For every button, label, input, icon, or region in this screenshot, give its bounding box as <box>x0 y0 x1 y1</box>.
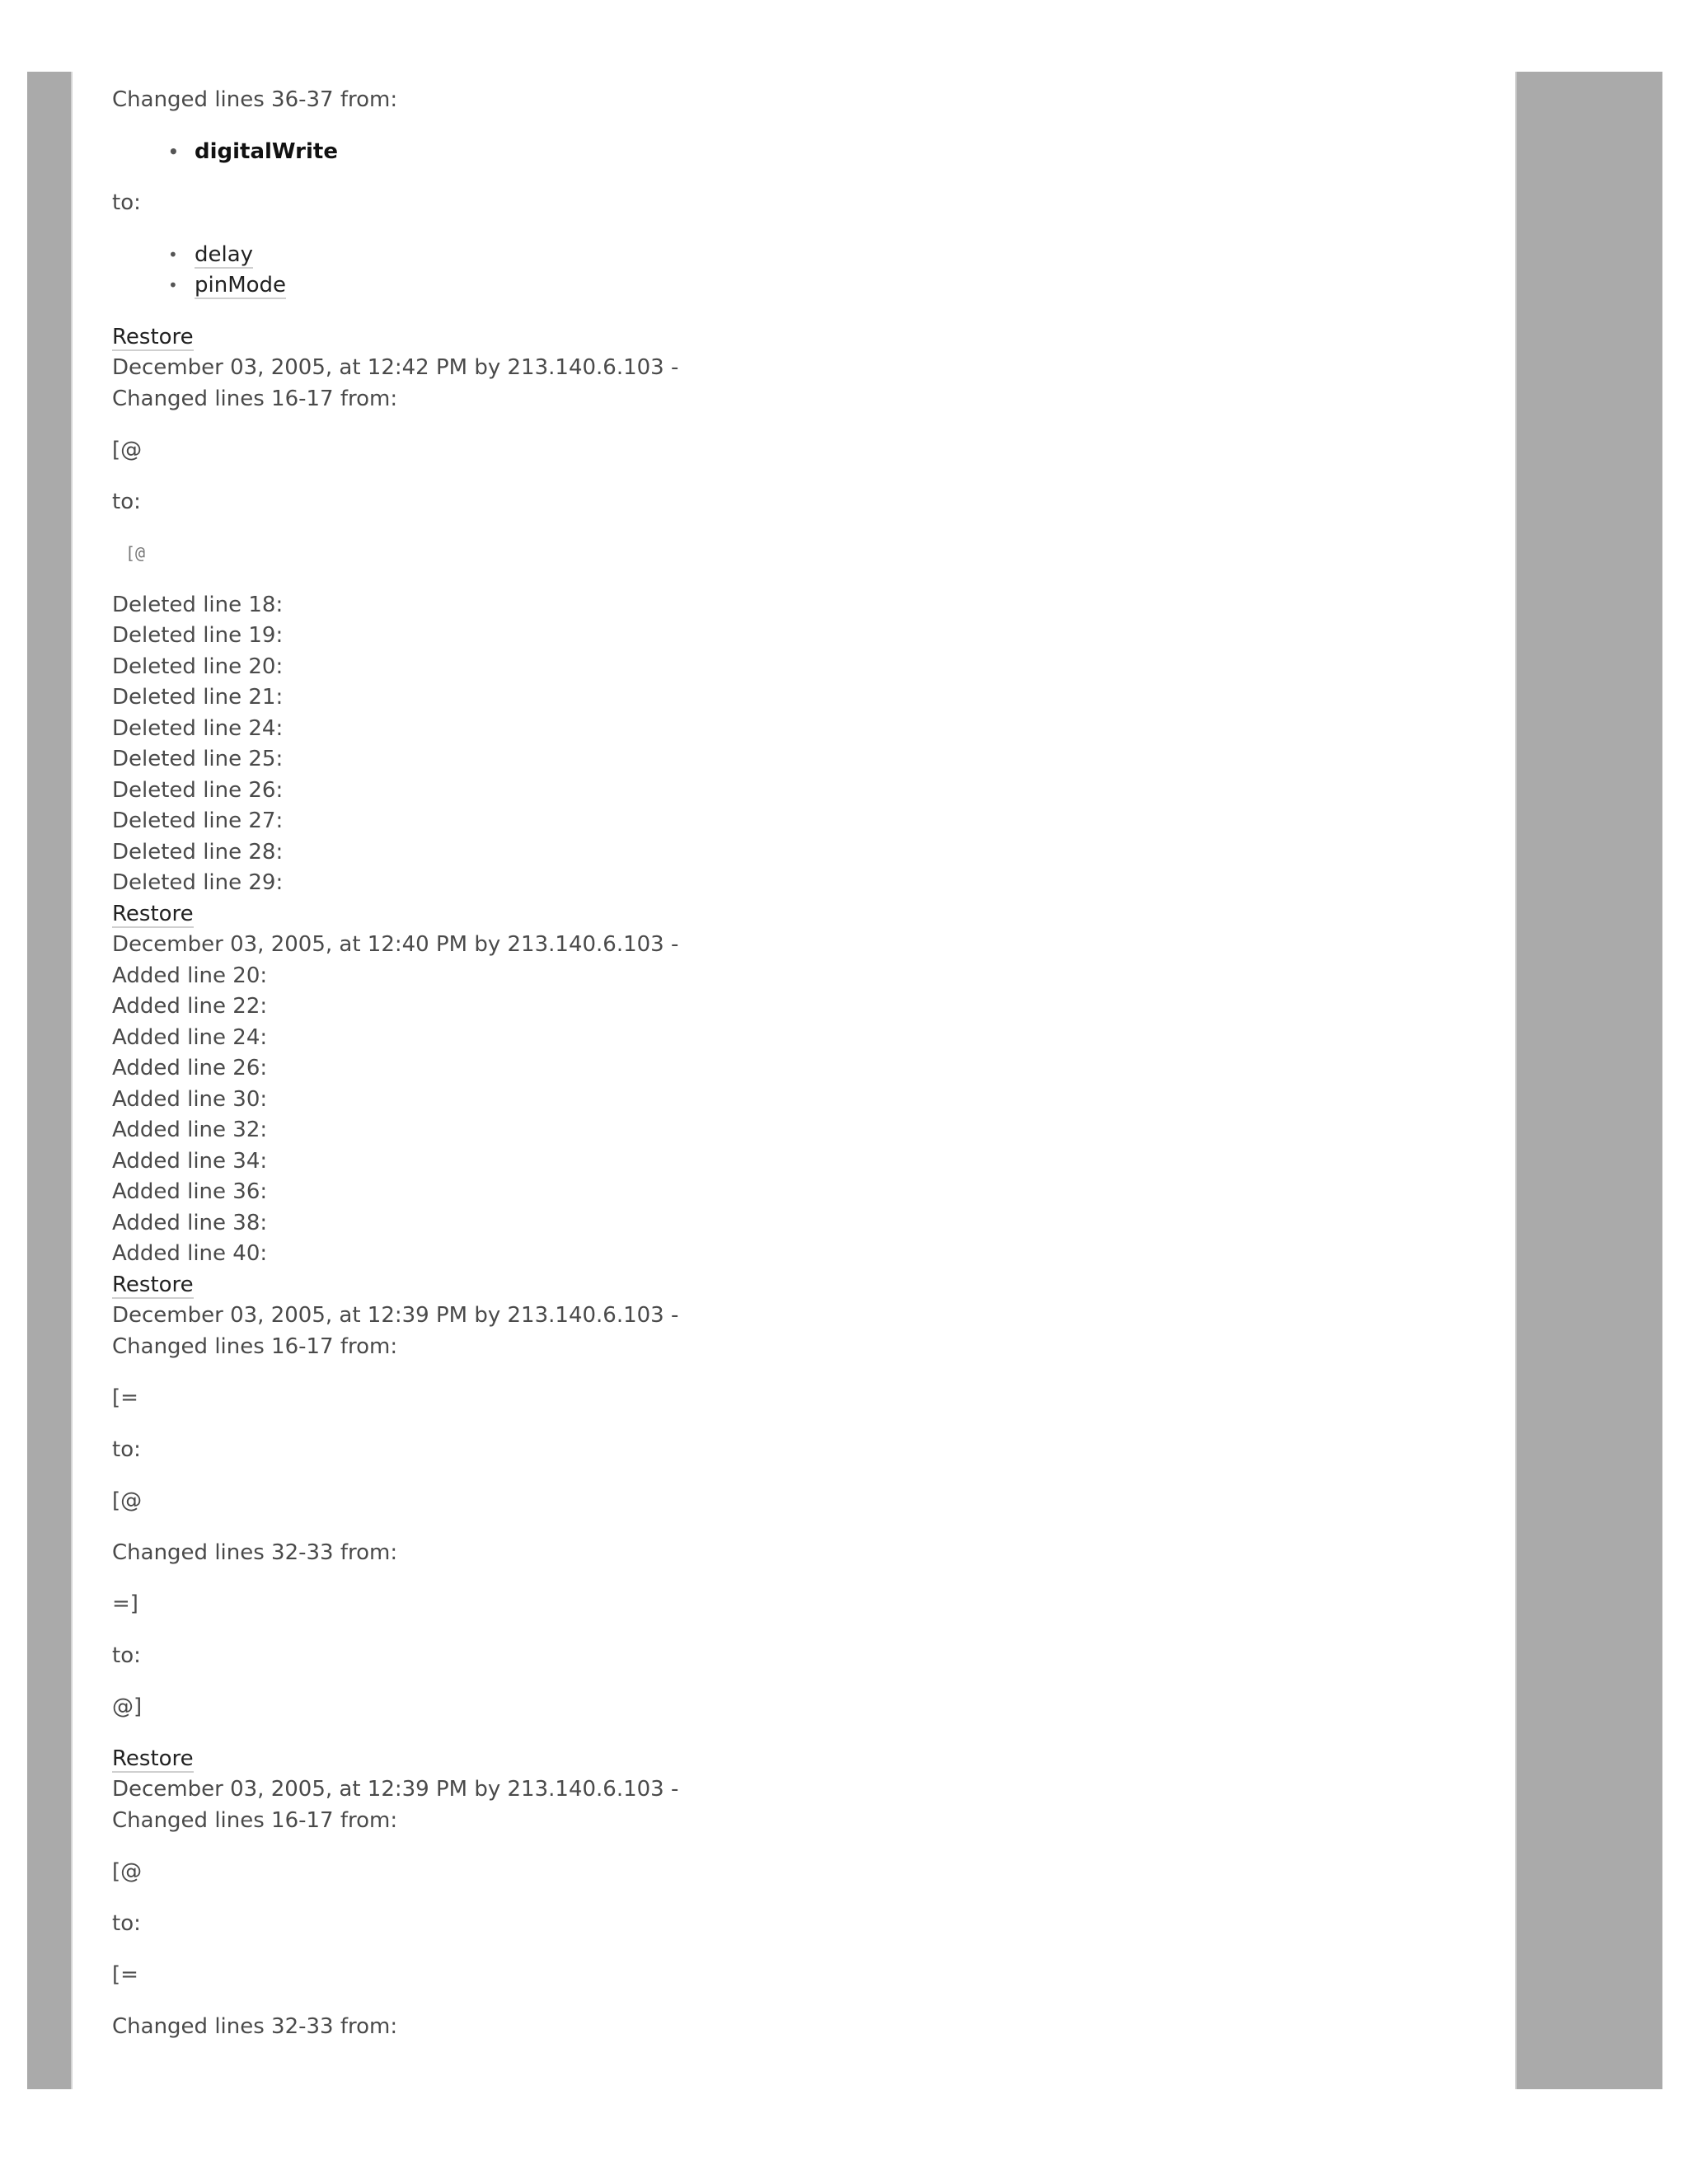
diff-from-code: =] <box>112 1591 138 1616</box>
restore-link[interactable]: Restore <box>112 1746 194 1771</box>
diff-line: Added line 22: <box>112 994 268 1019</box>
revision-header: December 03, 2005, at 12:42 PM by 213.140.6.103 - <box>112 355 679 380</box>
diff-to-label: to: <box>112 489 141 514</box>
diff-to-label: to: <box>112 1910 141 1936</box>
restore-link-wrap <box>112 322 1472 354</box>
restore-link-wrap <box>112 899 1472 930</box>
diff-from-code: [@ <box>112 1859 143 1884</box>
diff-line: Added line 26: <box>112 1056 268 1080</box>
diff-line: Deleted line 29: <box>112 870 284 895</box>
list-item: • digitalWrite <box>195 137 1472 168</box>
diff-description: Changed lines 32-33 from: <box>112 2013 398 2039</box>
diff-line: Added line 38: <box>112 1210 268 1235</box>
diff-description: Changed lines 16-17 from: <box>112 386 398 411</box>
page-history-content <box>112 85 1472 2042</box>
diff-line: Added line 36: <box>112 1179 268 1204</box>
diff-to-code: @] <box>112 1694 143 1719</box>
diff-line: Added line 32: <box>112 1118 268 1142</box>
diff-to-code: [= <box>112 1962 138 1987</box>
revision-header: December 03, 2005, at 12:39 PM by 213.140.6.103 - <box>112 1777 679 1802</box>
diff-to-code: [@ <box>125 543 146 563</box>
diff-line: Deleted line 21: <box>112 685 284 710</box>
diff-description: Changed lines 32-33 from: <box>112 1540 398 1565</box>
restore-link-wrap <box>112 1270 1472 1301</box>
diff-to-code: [@ <box>112 1488 143 1513</box>
restore-link[interactable]: Restore <box>112 901 194 926</box>
diff-line: Added line 30: <box>112 1086 268 1112</box>
added-lines <box>112 961 1472 1270</box>
diff-from-code: [@ <box>112 438 143 462</box>
diff-line: Deleted line 27: <box>112 808 284 833</box>
diff-description: Changed lines 36-37 from: <box>112 87 398 112</box>
delay-link[interactable]: delay <box>195 241 254 267</box>
diff-line: Deleted line 24: <box>112 715 284 741</box>
list-item <box>195 270 1472 302</box>
diff-line: Deleted line 19: <box>112 623 284 648</box>
revision-header: December 03, 2005, at 12:39 PM by 213.140.6.103 - <box>112 1303 679 1328</box>
restore-link[interactable]: Restore <box>112 1272 194 1297</box>
diff-line: Deleted line 20: <box>112 654 284 679</box>
diff-line: Added line 20: <box>112 963 268 988</box>
diff-line: Deleted line 26: <box>112 777 284 803</box>
diff-to-list <box>112 240 1472 302</box>
diff-description: Changed lines 16-17 from: <box>112 1333 398 1359</box>
diff-description: Changed lines 16-17 from: <box>112 1807 398 1833</box>
diff-line: Added line 24: <box>112 1024 268 1050</box>
diff-to-label: to: <box>112 190 141 215</box>
right-sidebar-bar <box>1515 72 1662 2089</box>
diff-to-label: to: <box>112 1643 141 1668</box>
diff-line: Deleted line 25: <box>112 747 284 771</box>
list-item <box>195 240 1472 271</box>
diff-line: Deleted line 18: <box>112 592 284 617</box>
restore-link[interactable]: Restore <box>112 324 194 349</box>
diff-from-list <box>112 137 1472 168</box>
deleted-lines <box>112 590 1472 899</box>
pinmode-link[interactable]: pinMode <box>195 273 287 298</box>
diff-from-code: [= <box>112 1385 138 1410</box>
diff-line: Deleted line 28: <box>112 839 284 865</box>
diff-to-label: to: <box>112 1436 141 1462</box>
diff-line: Added line 40: <box>112 1241 268 1266</box>
revision-header: December 03, 2005, at 12:40 PM by 213.140.6.103 - <box>112 932 679 957</box>
diff-line: Added line 34: <box>112 1148 268 1174</box>
restore-link-wrap <box>112 1744 1472 1775</box>
left-sidebar-bar <box>27 72 73 2089</box>
